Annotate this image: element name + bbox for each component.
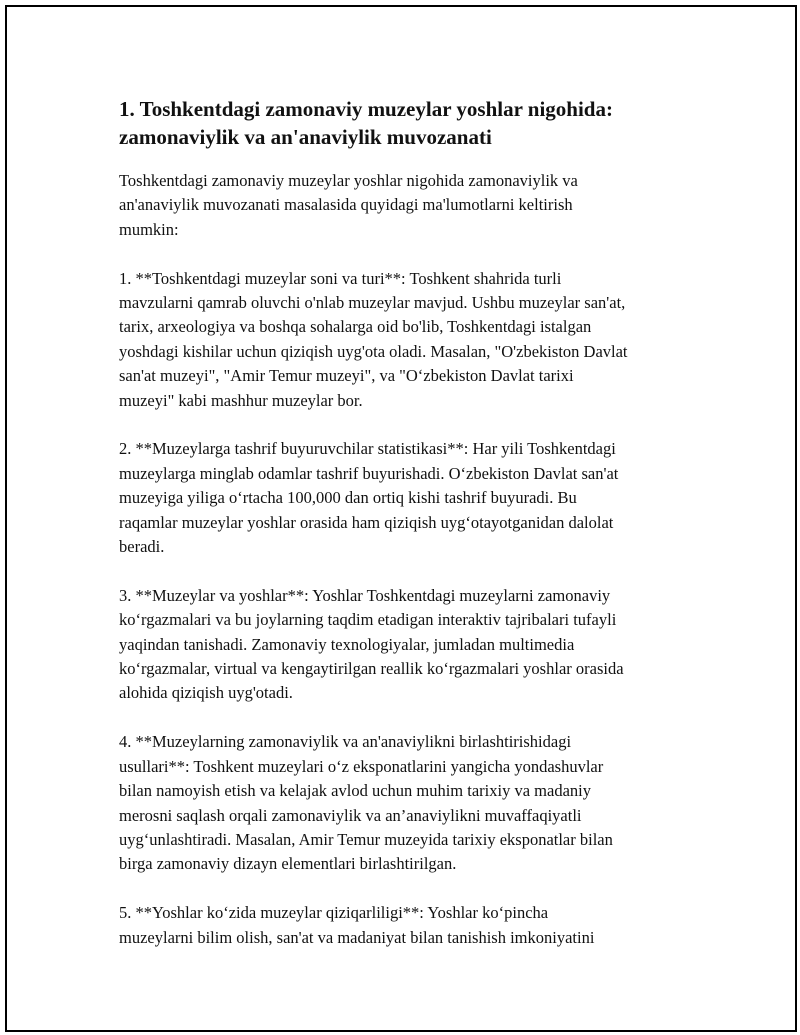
document-title: 1. Toshkentdagi zamonaviy muzeylar yoshlar nigohida: zamonaviylik va an'anaviylik muvozanati: [119, 97, 613, 149]
point-3-paragraph: 3. **Muzeylar va yoshlar**: Yoshlar Toshkentdagi muzeylarni zamonaviy ko‘rgazmalari va bu joylarning taqdim etadigan interaktiv tajribalari tufayli yaqindan tanishadi. Zamonaviy texnologiyalar, jumladan multimedia ko‘rgazmalar, virtual va kengaytirilgan reallik ko‘rgazmalari yoshlar orasida alohida qiziqish uyg'otadi.: [119, 585, 624, 703]
point-2-paragraph: 2. **Muzeylarga tashrif buyuruvchilar statistikasi**: Har yili Toshkentdagi muzeylarga minglab odamlar tashrif buyurishadi. O‘zbekiston Davlat san'at muzeyiga yiliga o‘rtacha 100,000 dan ortiq kishi tashrif buyuradi. Bu raqamlar muzeylar yoshlar orasida ham qiziqish uyg‘otayotganidan dalolat beradi.: [119, 439, 619, 557]
point-5-paragraph: 5. **Yoshlar ko‘zida muzeylar qiziqarliligi**: Yoshlar ko‘pincha muzeylarni bilim olish, san'at va madaniyat bilan tanishish imkoniyatini: [119, 903, 595, 947]
document-body: [119, 95, 689, 974]
point-1-paragraph: 1. **Toshkentdagi muzeylar soni va turi**: Toshkent shahrida turli mavzularni qamrab oluvchi o'nlab muzeylar mavjud. Ushbu muzeylar san'at, tarix, arxeologiya va boshqa sohalarga oid bo'lib, Toshkentdagi istalgan yoshdagi kishilar uchun qiziqish uyg'ota oladi. Masalan, "O'zbekiston Davlat san'at muzeyi", "Amir Temur muzeyi", va "O‘zbekiston Davlat tarixi muzeyi" kabi mashhur muzeylar bor.: [119, 268, 628, 410]
document-page: [5, 5, 797, 1032]
intro-paragraph: Toshkentdagi zamonaviy muzeylar yoshlar nigohida zamonaviylik va an'anaviylik muvozanati masalasida quyidagi ma'lumotlarni keltirish mumkin:: [119, 171, 578, 239]
point-4-paragraph: 4. **Muzeylarning zamonaviylik va an'anaviylikni birlashtirishidagi usullari**: Toshkent muzeylari o‘z eksponatlarini yangicha yondashuvlar bilan namoyish etish va kelajak avlod uchun muhim tarixiy va madaniy merosni saqlash orqali zamonaviylik va an’anaviylikni muvaffaqiyatli uyg‘unlashtiradi. Masalan, Amir Temur muzeyida tarixiy eksponatlar bilan birga zamonaviy dizayn elementlari birlashtirilgan.: [119, 732, 613, 874]
